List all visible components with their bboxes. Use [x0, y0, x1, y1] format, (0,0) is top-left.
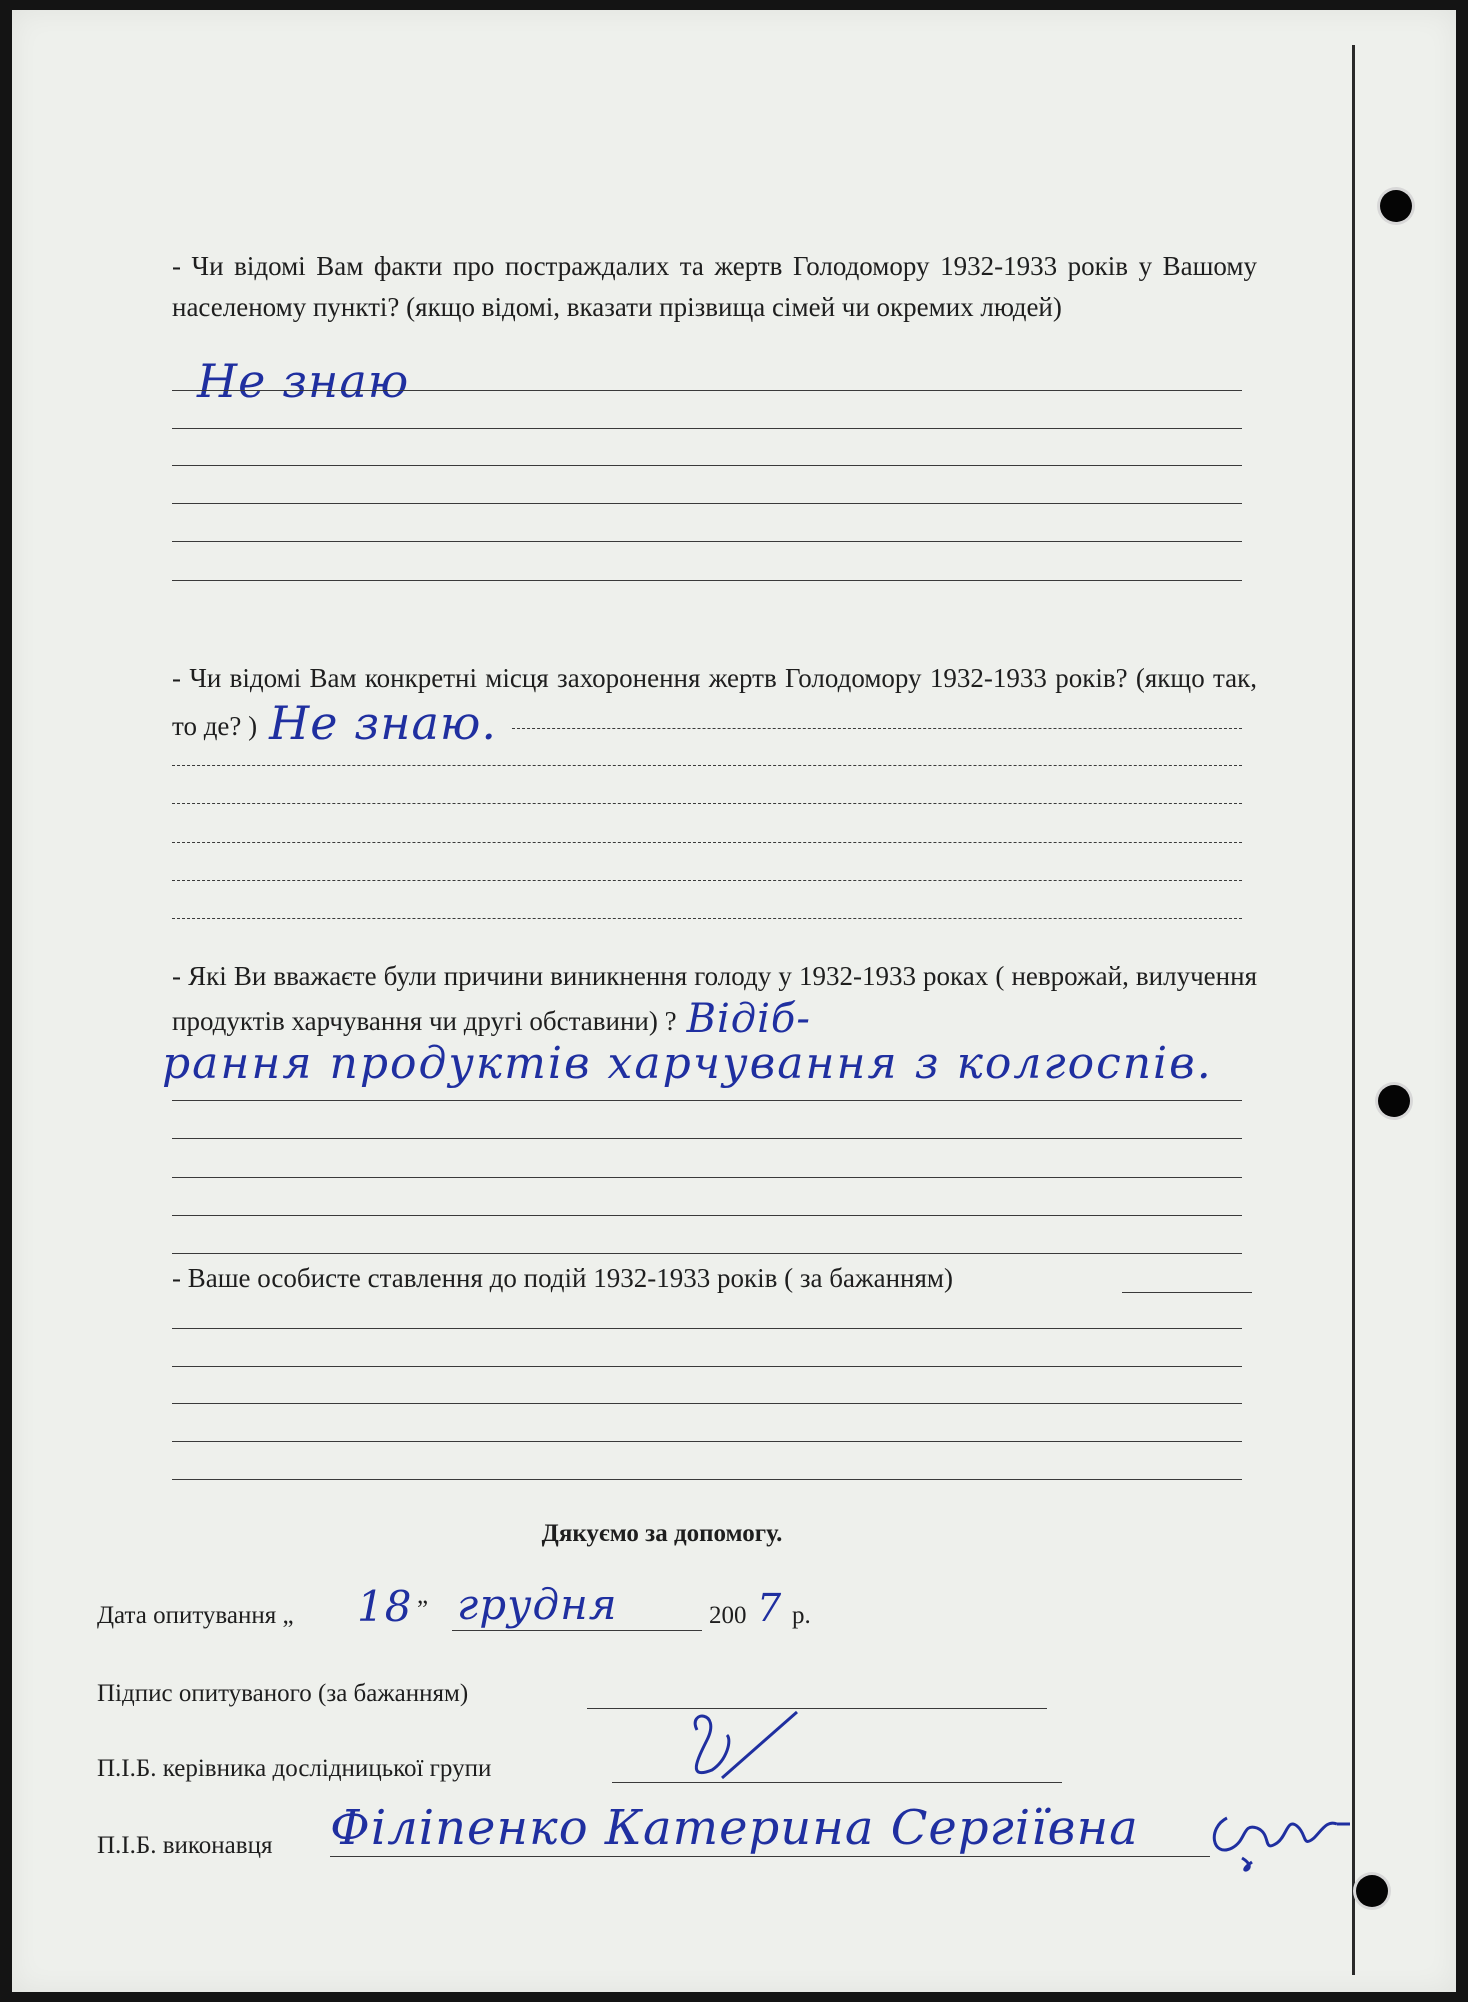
- group-leader-label: П.І.Б. керівника дослідницької групи: [97, 1755, 492, 1782]
- question-4-text: - Ваше особисте ставлення до подій 1932-1933 років ( за бажанням): [172, 1263, 953, 1293]
- answer-1-line-6: [172, 580, 1242, 581]
- executor-signature-mark: [1202, 1798, 1352, 1878]
- answer-1-line-3: [172, 465, 1242, 466]
- answer-4-line-3: [172, 1403, 1242, 1404]
- date-year-suffix: р.: [792, 1602, 811, 1629]
- answer-3-line-2: [172, 1138, 1242, 1139]
- date-quote-close: ”: [417, 1596, 429, 1623]
- answer-3-handwritten-line2[interactable]: рання продуктів харчування з колгоспів.: [162, 1038, 1213, 1089]
- executor-label: П.І.Б. виконавця: [97, 1832, 273, 1859]
- answer-3-line-5: [172, 1253, 1242, 1254]
- question-1-text: - Чи відомі Вам факти про постраждалих та жертв Голодомору 1932-1933 років у Вашому населеному пункті? (якщо відомі, вказати прізвища сімей чи окремих людей): [172, 251, 1257, 322]
- question-2-text: [172, 658, 1257, 750]
- answer-4-line-2: [172, 1366, 1242, 1367]
- answer-3-line-3: [172, 1177, 1242, 1178]
- answer-2-line-5: [172, 918, 1242, 919]
- executor-line: [330, 1856, 1210, 1857]
- punch-hole-bottom: [1356, 1875, 1388, 1907]
- answer-4-line-0: [1122, 1292, 1252, 1293]
- date-year-prefix: 200: [709, 1602, 747, 1629]
- questionnaire-page: [12, 10, 1456, 1992]
- answer-1-line-1: [172, 390, 1242, 391]
- date-month-handwritten[interactable]: грудня: [457, 1580, 618, 1629]
- respondent-signature-line: [587, 1708, 1047, 1709]
- thanks-text: Дякуємо за допомогу.: [541, 1520, 783, 1547]
- date-year-digit-handwritten[interactable]: 7: [757, 1586, 783, 1630]
- punch-hole-top: [1380, 190, 1412, 222]
- answer-3-line-4: [172, 1215, 1242, 1216]
- answer-2-line-2: [172, 803, 1242, 804]
- answer-4-line-4: [172, 1441, 1242, 1442]
- binding-margin-line: [1352, 45, 1355, 1975]
- executor-name-handwritten[interactable]: Філіпенко Катерина Сергіївна: [330, 1800, 1139, 1856]
- answer-2-line-4: [172, 880, 1242, 881]
- answer-2-line-0: [512, 728, 1242, 729]
- question-2-label: - Чи відомі Вам конкретні місця захоронення жертв Голодомору 1932-1933 років? (якщо так, то де? ): [172, 663, 1257, 741]
- answer-1-line-4: [172, 503, 1242, 504]
- date-day-handwritten[interactable]: 18: [357, 1582, 413, 1631]
- date-month-line: [452, 1630, 702, 1631]
- answer-1-line-2: [172, 428, 1242, 429]
- answer-4-line-5: [172, 1479, 1242, 1480]
- answer-1-handwritten[interactable]: Не знаю: [197, 354, 410, 408]
- answer-2-line-1: [172, 765, 1242, 766]
- punch-hole-middle: [1378, 1085, 1410, 1117]
- group-leader-signature-mark: [667, 1700, 807, 1800]
- question-3-label: - Які Ви вважаєте були причини виникнення голоду у 1932-1933 роках ( неврожай, вилучення продуктів харчування чи другі обставини) ?: [172, 961, 1257, 1036]
- answer-2-line-3: [172, 842, 1242, 843]
- question-3-text: [172, 956, 1257, 1042]
- answer-3-line-1: [172, 1100, 1242, 1101]
- date-label: Дата опитування „: [97, 1602, 294, 1629]
- answer-1-line-5: [172, 541, 1242, 542]
- respondent-signature-label: Підпис опитуваного (за бажанням): [97, 1680, 469, 1707]
- answer-4-line-1: [172, 1328, 1242, 1329]
- answer-3-handwritten-line1[interactable]: Відіб-: [686, 996, 811, 1042]
- answer-2-handwritten[interactable]: Не знаю.: [269, 696, 498, 750]
